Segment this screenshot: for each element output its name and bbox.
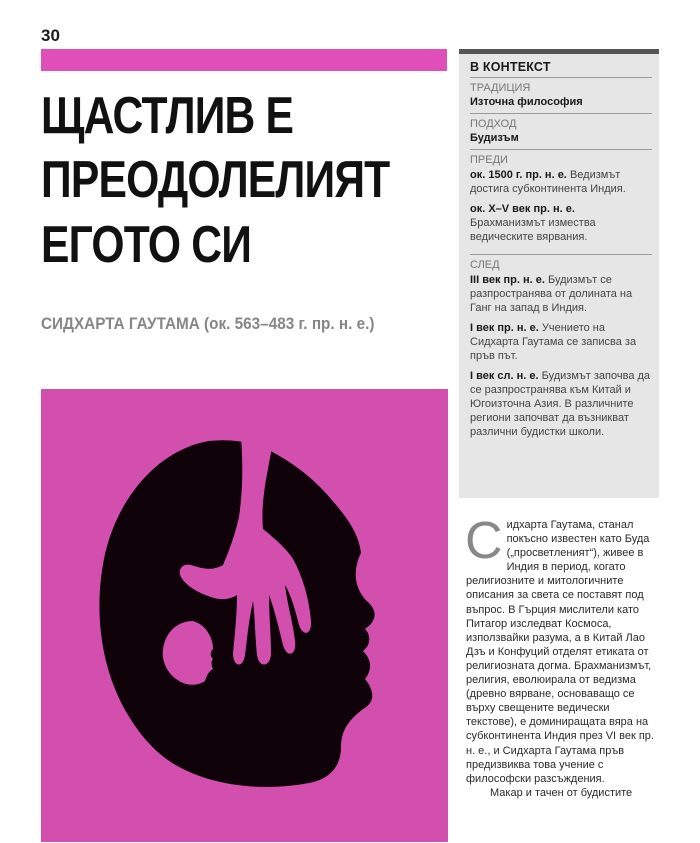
author-subtitle: СИДХАРТА ГАУТАМА (ок. 563–483 г. пр. н. е.) [41, 314, 375, 333]
drop-cap: С [465, 512, 503, 570]
timeline-text: Брахманизмът измества ведическите вярвания. [470, 217, 596, 243]
sidebar-approach [470, 113, 652, 149]
tradition-value: Източна философия [470, 96, 583, 108]
timeline-text: Будизмът се разпространява от долината на Ганг на запад в Индия. [470, 274, 633, 314]
context-sidebar [459, 49, 659, 498]
sidebar-after [470, 254, 652, 449]
approach-value: Будизъм [470, 132, 519, 144]
timeline-date: I век сл. н. е. [470, 370, 539, 382]
body-paragraph-2: Макар и тачен от будистите [490, 786, 633, 799]
approach-label: ПОДХОД [470, 118, 517, 130]
timeline-item [470, 273, 652, 315]
timeline-item [470, 202, 652, 244]
timeline-date: III век пр. н. е. [470, 274, 545, 286]
timeline-text: Ведизмът достига субконтинента Индия. [470, 169, 626, 195]
chapter-title [41, 84, 390, 277]
timeline-item [470, 369, 652, 439]
sidebar-heading: В КОНТЕКСТ [470, 60, 551, 74]
timeline-text: Учението на Сидхарта Гаутама се записва за пръв път. [470, 322, 637, 362]
timeline-date: ок. 1500 г. пр. н. е. [470, 169, 567, 181]
tradition-label: ТРАДИЦИЯ [470, 82, 531, 94]
body-paragraph-1: идхарта Гаутама, станал покъсно известен като Буда („просветленият“), живее в Индия в период, когато религиозните и митологичните описания за света се поставят под въпрос. В Гърция мислители като Питагор изследват Космоса, използвайки разума, а в Китай Лао Дзъ и Конфуций отделят етиката от религиозната догма. Брахманизмът, религия, еволюирала от ведизма (древно вярване, основаващо се върху свещените ведически текстове), е доминиращата вяра на субконтинента Индия през VI век пр. н. е., и Сидхарта Гаутама пръв предизвиква това учение с философски разсъждения. [466, 519, 654, 785]
illustration-svg [41, 389, 448, 842]
before-label: ПРЕДИ [470, 154, 508, 166]
timeline-date: ок. X–V век пр. н. е. [470, 203, 575, 215]
body-text [465, 512, 660, 800]
page-number: 30 [41, 26, 60, 45]
timeline-text: Будизмът започва да се разпространява към Китай и Югоизточна Азия. В различните региони започват да възникват различни будистки школи. [470, 370, 651, 438]
title-line-1: ЩАСТЛИВ Е [41, 87, 294, 145]
sidebar-tradition [470, 77, 652, 113]
sidebar-top-rule [459, 49, 659, 54]
accent-bar [41, 49, 447, 71]
after-label: СЛЕД [470, 259, 500, 271]
sidebar-before [470, 149, 652, 254]
head-hand-illustration [41, 389, 448, 842]
timeline-item [470, 321, 652, 363]
timeline-date: I век пр. н. е. [470, 322, 539, 334]
title-line-2: ПРЕОДОЛЕЛИЯТ [41, 151, 390, 210]
timeline-item [470, 168, 652, 196]
title-line-3: ЕГОТО СИ [41, 215, 252, 274]
